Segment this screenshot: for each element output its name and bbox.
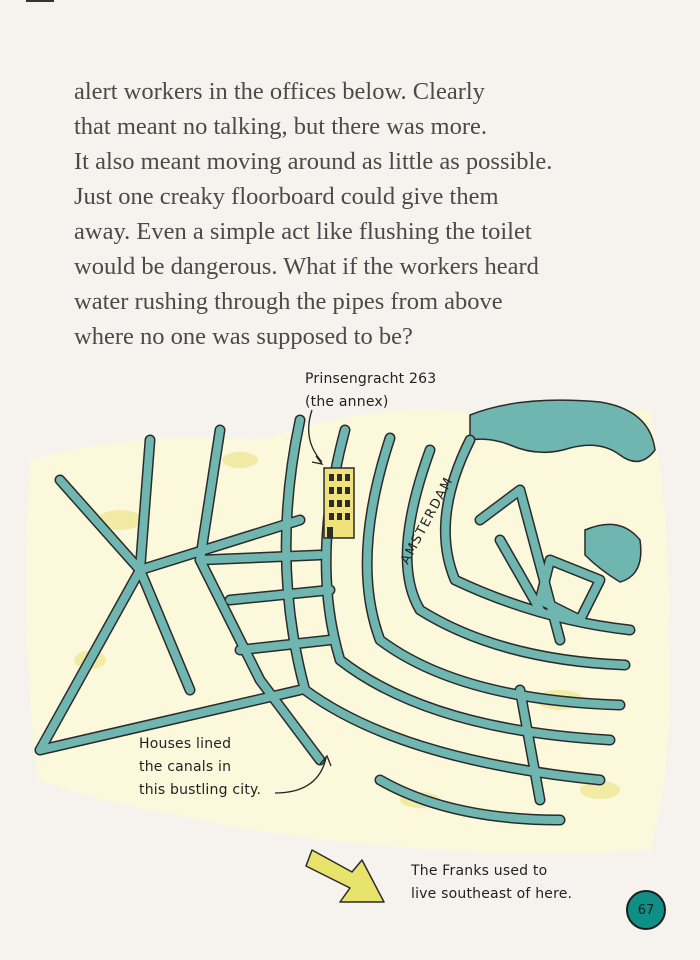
franks-label-line: The Franks used to	[411, 863, 548, 879]
body-line: away. Even a simple act like flushing the toilet	[74, 218, 532, 245]
annex-label-line: Prinsengracht 263	[305, 371, 437, 387]
body-line: alert workers in the offices below. Clearly	[74, 78, 485, 105]
body-line: would be dangerous. What if the workers heard	[74, 253, 539, 280]
body-line: that meant no talking, but there was more.	[74, 113, 487, 140]
annex-label-line: (the annex)	[305, 394, 389, 410]
houses-label	[139, 733, 261, 802]
body-line: where no one was supposed to be?	[74, 323, 413, 350]
franks-label-line: live southeast of here.	[411, 886, 573, 902]
houses-label-line: the canals in	[139, 759, 232, 775]
franks-label	[411, 860, 572, 906]
body-line: Just one creaky floorboard could give them	[74, 183, 499, 210]
annex-label	[305, 368, 436, 414]
body-line: It also meant moving around as little as possible.	[74, 148, 553, 175]
body-line: water rushing through the pipes from above	[74, 288, 503, 315]
southeast-arrow	[306, 850, 384, 902]
city-label: AMSTERDAM	[398, 474, 457, 568]
houses-label-line: Houses lined	[139, 736, 232, 752]
houses-label-line: this bustling city.	[139, 782, 262, 798]
annex-building	[324, 468, 354, 538]
page-number: 67	[626, 890, 666, 930]
